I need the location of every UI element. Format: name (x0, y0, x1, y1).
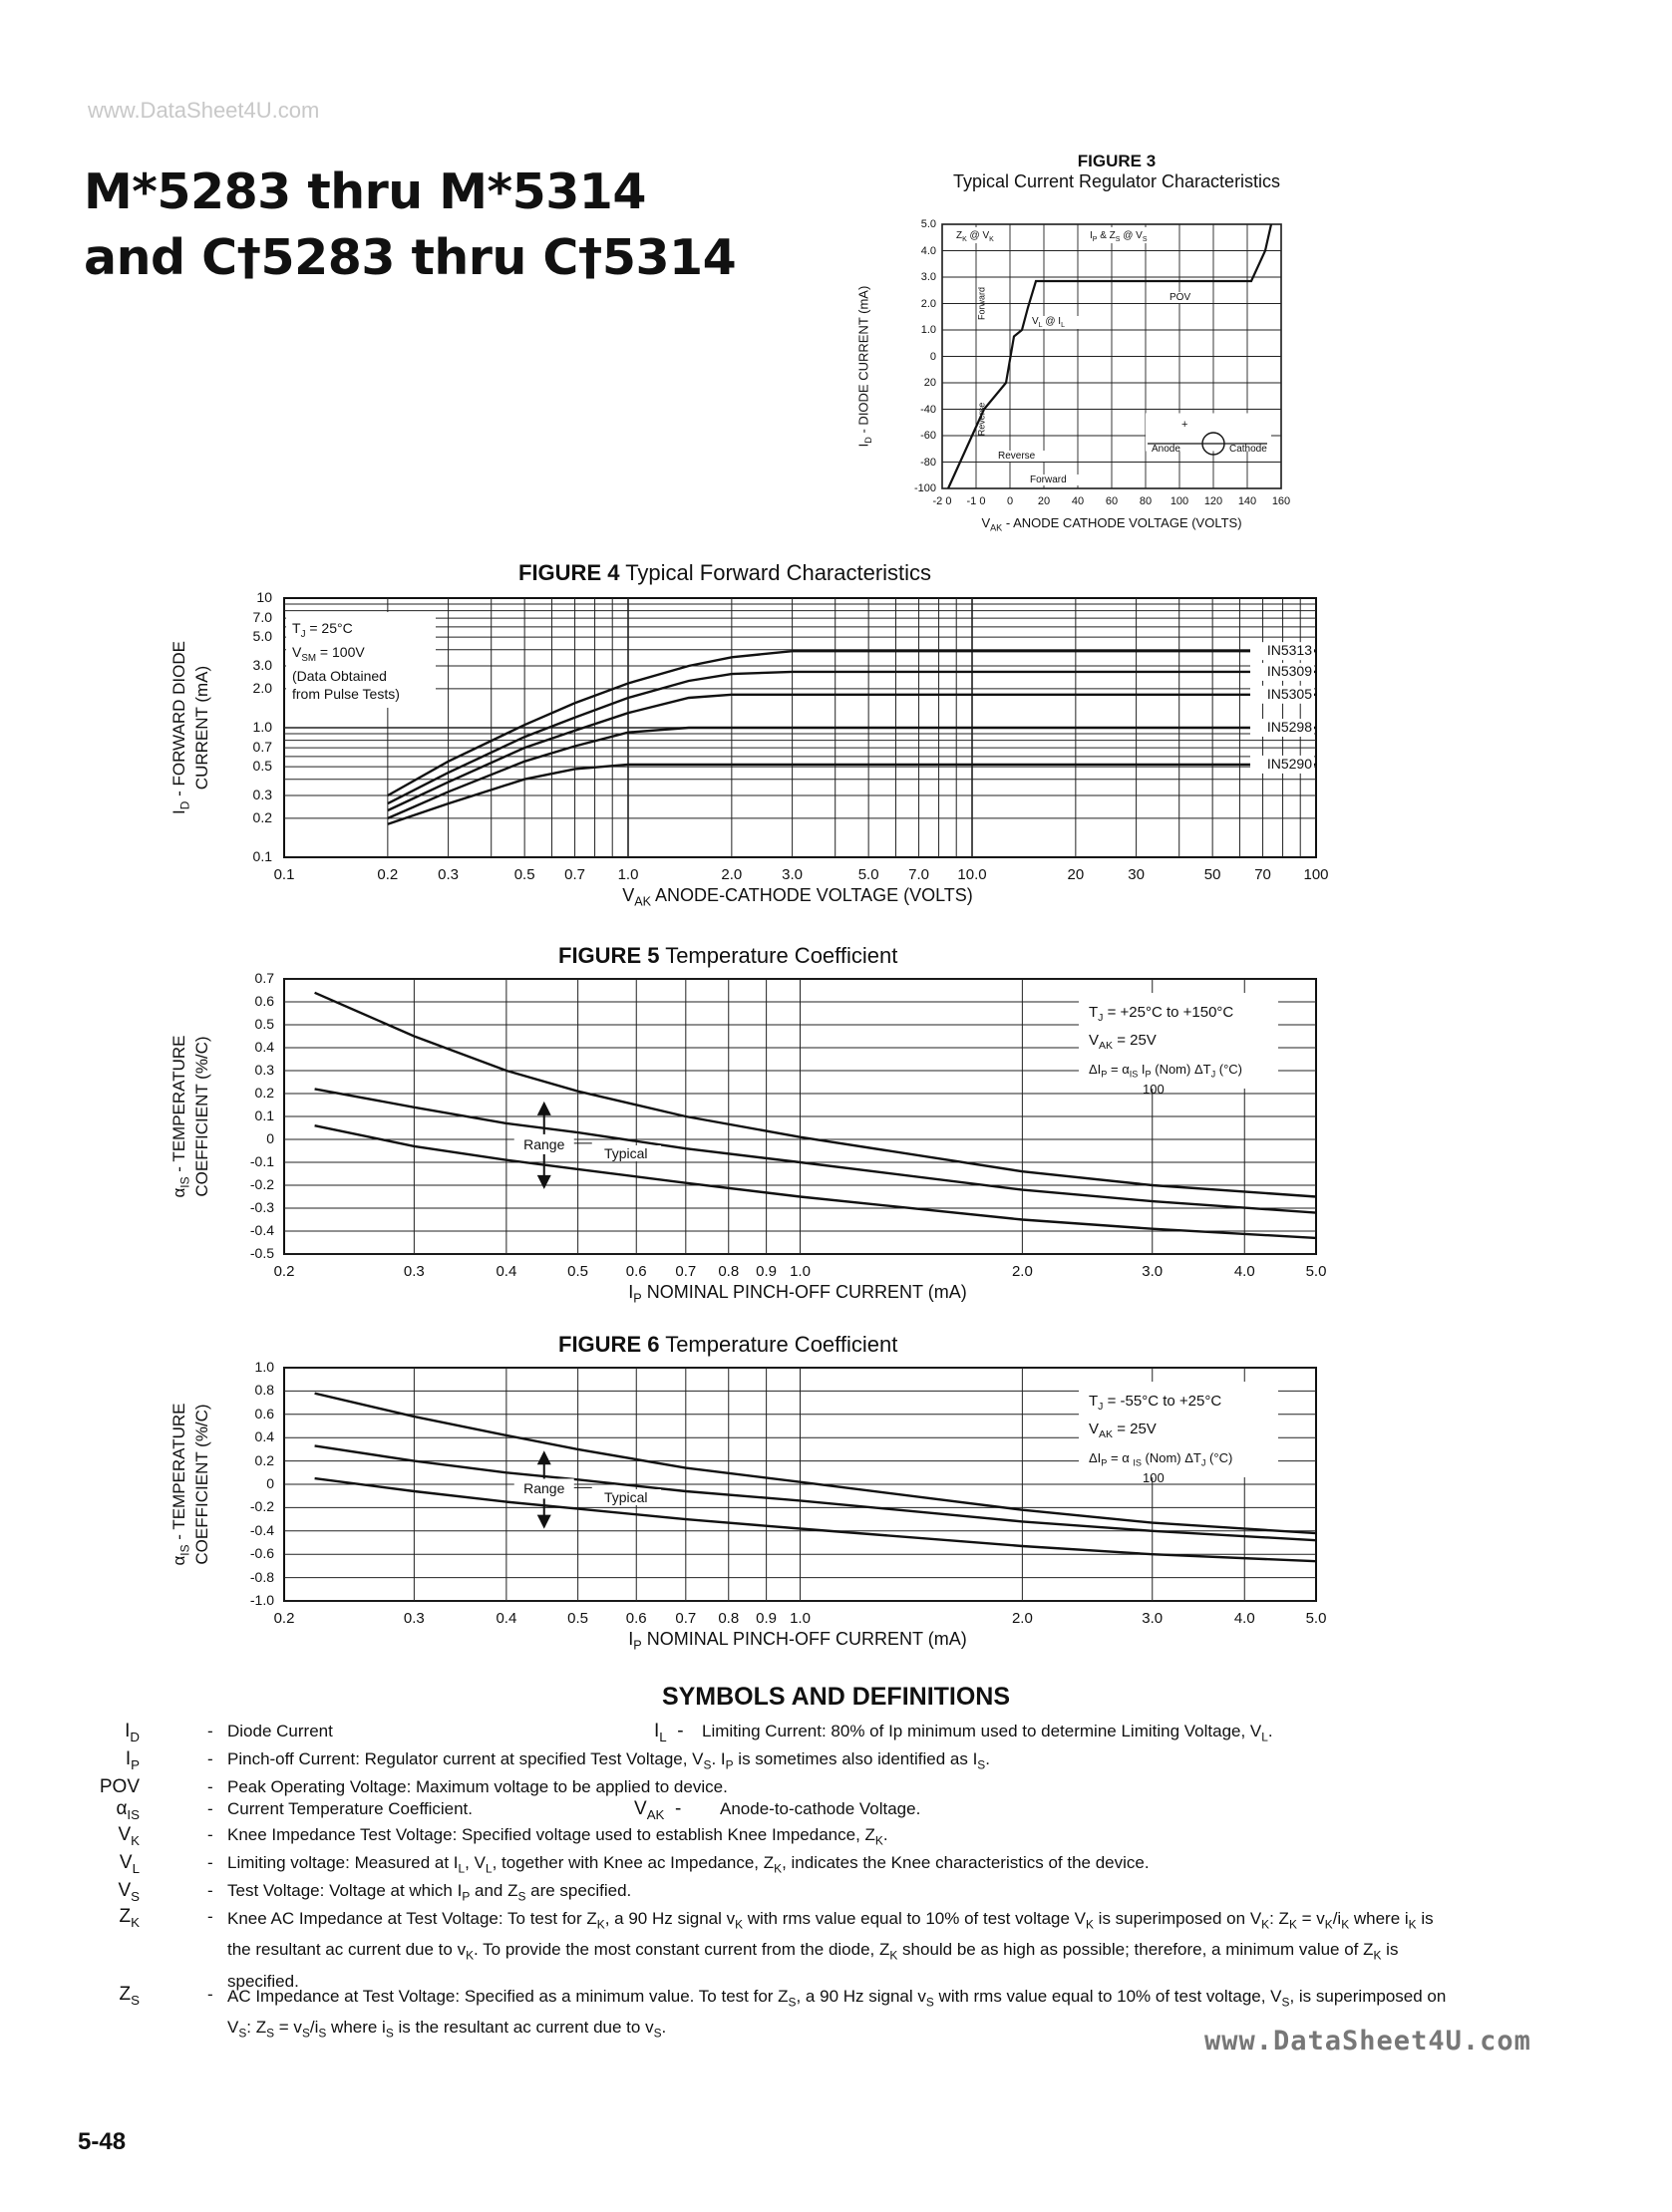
fig6-range-label-content: Range (523, 1480, 565, 1497)
fig3-label: FIGURE 3 (1077, 152, 1157, 170)
fig3-ytick-content: 20 (923, 377, 936, 389)
fig6-xtick-content: 0.6 (625, 1610, 647, 1627)
fig4-ytick-content: 0.1 (252, 848, 272, 864)
fig6-arrow-head-down (537, 1515, 551, 1529)
fig4-label: FIGURE 4 (518, 560, 620, 585)
fig3-chart (847, 199, 1346, 548)
fig3-ann-anode (1152, 444, 1201, 464)
fig5-typical-label (591, 1145, 661, 1173)
fig5-arrow-head-down (537, 1175, 551, 1189)
fig4-note-4 (292, 686, 442, 714)
fig6-note-1-content: $T_J = -55^\circ C$ to +25°C (1089, 1393, 1222, 1413)
fig6-xtick-content: 0.5 (567, 1610, 589, 1627)
fig6-ytick-content: -0.8 (249, 1568, 274, 1585)
fig4-series-label-content: IN5313 (1266, 642, 1312, 659)
fig5-note-1 (1089, 1004, 1288, 1034)
fig6-xtick-content: 1.0 (790, 1610, 811, 1627)
fig6-xlabel-content: $I_P$ NOMINAL PINCH-OFF CURRENT (mA) (628, 1629, 967, 1653)
symbol-name: POV (99, 1776, 140, 1797)
fig3-ytick-content: -100 (913, 482, 936, 494)
fig3-ytick (896, 271, 936, 293)
fig5-ytick-content: -0.4 (249, 1222, 274, 1238)
fig4-ytick-content: 0.3 (252, 786, 272, 802)
fig6-ytick-content: 0.8 (254, 1382, 274, 1399)
fig6-ytick-content: -0.2 (249, 1498, 274, 1515)
symbol-name: $\alpha_{IS}$ (116, 1798, 140, 1822)
fig3-ylabel-content: $I_D$ - DIODE CURRENT (mA) (855, 285, 873, 448)
fig4-chart (160, 586, 1376, 925)
fig4-ytick (222, 809, 272, 837)
fig3-ann-ip-content: $I_P$ & $Z_S$ @ $V_S$ (1090, 230, 1148, 243)
fig3-ytick-content: 2.0 (920, 297, 936, 310)
fig3-ylabel (855, 199, 881, 536)
fig6-ytick-content: 0.2 (254, 1451, 274, 1468)
fig6-xtick (1219, 1610, 1269, 1640)
fig4-xlabel-content: $V_{AK}$ ANODE-CATHODE VOLTAGE (VOLTS) (622, 885, 973, 909)
fig5-xtick-content: 0.7 (675, 1263, 697, 1280)
page-number: 5-48 (78, 2128, 127, 2155)
symbol-definition: Peak Operating Voltage: Maximum voltage to be applied to device. (227, 1777, 728, 1796)
fig3-ann-vl-content: $V_L$ @ $I_L$ (1032, 316, 1092, 329)
fig3-ann-cathode (1229, 444, 1279, 464)
fig4-ytick (222, 680, 272, 708)
fig5-ytick-content: 0 (266, 1130, 274, 1146)
fig3-ytick-content: 3.0 (920, 271, 936, 283)
fig5-xtick (1291, 1263, 1341, 1293)
symbol-name: $Z_S$ (119, 1984, 140, 2008)
fig3-ann-forward-h-content: Forward (1030, 474, 1090, 485)
fig3-ann-reverse-h (998, 451, 1058, 471)
fig4-series-line (388, 765, 1316, 824)
fig4-ylabel-2-content: CURRENT (mA) (192, 665, 211, 790)
fig4-xtick (1107, 866, 1167, 896)
symbol-dash: - (207, 1907, 213, 1926)
fig3-xtick-content: 140 (1237, 495, 1257, 507)
fig4-xtick-content: 30 (1128, 866, 1145, 883)
fig5-ylabel-2-content: COEFFICIENT (%/C) (192, 1036, 211, 1197)
watermark-top: www.DataSheet4U.com (88, 98, 320, 123)
fig3-ytick (896, 430, 936, 452)
fig5-xtick-content: 3.0 (1142, 1263, 1164, 1280)
symbol-definition: Diode Current (227, 1722, 333, 1740)
fig5-xtick-content: 0.5 (567, 1263, 589, 1280)
fig5-arrow-head-up (537, 1102, 551, 1115)
fig5-range-label-content: Range (523, 1135, 565, 1152)
fig5-xtick-content: 0.4 (496, 1263, 517, 1280)
fig5-xtick-content: 1.0 (790, 1263, 811, 1280)
fig6-ytick-content: 0 (266, 1475, 274, 1491)
fig4-note-2-content: $V_{SM} = 100V$ (292, 644, 365, 664)
symbol-name: $V_K$ (118, 1824, 140, 1848)
page-title (84, 159, 736, 291)
fig5-xtick (1219, 1263, 1269, 1293)
fig6-caption (558, 1332, 897, 1358)
fig5-ytick-content: 0.2 (254, 1085, 274, 1101)
fig6-xtick (482, 1610, 531, 1640)
fig3-ann-pov (1170, 292, 1209, 312)
fig6-label: FIGURE 6 (558, 1332, 660, 1357)
symbol-name: $V_L$ (119, 1852, 140, 1876)
fig5-note-2-content: $V_{AK} = 25V$ (1089, 1032, 1157, 1052)
fig5-xtick-content: 2.0 (1011, 1263, 1033, 1280)
fig5-ytick-content: 0.3 (254, 1062, 274, 1078)
fig4-xtick-content: 5.0 (857, 866, 879, 883)
fig6-xtick-content: 0.8 (718, 1610, 740, 1627)
fig4-xtick (358, 866, 418, 896)
fig5-note-4 (1143, 1082, 1202, 1107)
fig3-ann-reverse-v-content: Reverse (976, 402, 986, 437)
fig6-typical-label-content: Typical (591, 1489, 661, 1505)
fig5-series-line (315, 1125, 1316, 1238)
fig4-xtick-content: 0.2 (377, 866, 399, 883)
fig6-note-4 (1143, 1470, 1202, 1496)
symbol-definition: Current Temperature Coefficient. (227, 1799, 473, 1818)
fig4-ytick-content: 1.0 (252, 719, 272, 735)
symbol-definition: AC Impedance at Test Voltage: Specified as a minimum value. To test for $Z_S$, a 90 Hz signal $v_S$ with rms value equal to 10% of test voltage, $V_S$, is superimposed on $V_S$: $Z_S = v_S/i_S$ where $i_S$ is the resultant ac current due to $v_S$. (227, 1987, 1447, 2041)
fig6-xtick (1291, 1610, 1341, 1640)
fig4-ylabel-1-content: $I_D$ - FORWARD DIODE (169, 641, 192, 814)
fig5-ytick-content: -0.5 (249, 1245, 274, 1261)
fig6-ytick-content: -0.4 (249, 1521, 274, 1538)
fig4-series-label (1242, 719, 1312, 747)
fig5-ylabel-1-content: $\alpha_{IS}$ - TEMPERATURE (169, 1035, 192, 1198)
fig4-caption (518, 560, 931, 586)
fig4-xtick (254, 866, 314, 896)
fig5-xtick (1128, 1263, 1177, 1293)
fig6-xtick-content: 3.0 (1142, 1610, 1164, 1627)
fig5-note-4-content: 100 (1143, 1082, 1165, 1097)
fig3-ytick-content: 5.0 (920, 218, 936, 230)
fig3-ann-forward-v-content: Forward (976, 287, 986, 321)
symbol-dash: - (207, 1749, 213, 1768)
fig3-ytick-content: -60 (920, 430, 936, 442)
fig3-ytick-content: 4.0 (920, 244, 936, 257)
fig3-ytick (896, 404, 936, 426)
fig3-ann-forward-h (1030, 474, 1090, 494)
fig4-ytick (222, 758, 272, 786)
fig3-ytick-content: -40 (920, 403, 936, 416)
fig4-xtick (1233, 866, 1293, 896)
fig5-xtick-content: 0.3 (403, 1263, 425, 1280)
title-line-1: M*5283 thru M*5314 (84, 163, 646, 220)
fig6-xtick-content: 0.9 (756, 1610, 778, 1627)
fig5-series-line (315, 1089, 1316, 1212)
fig6-xlabel (538, 1629, 1057, 1657)
fig6-xtick-content: 0.7 (675, 1610, 697, 1627)
fig4-title: Typical Forward Characteristics (625, 560, 932, 585)
symbol-name: $Z_K$ (119, 1906, 140, 1930)
fig6-ylabel-1-content: $\alpha_{IS}$ - TEMPERATURE (169, 1403, 192, 1566)
fig3-ytick-content: 1.0 (920, 324, 936, 336)
fig6-xtick (259, 1610, 309, 1640)
fig4-xtick-content: 3.0 (782, 866, 804, 883)
fig6-note-3-content: $\Delta I_P = \alpha$ $_{IS}$ (Nom) $\Delta T_J$ (°C) (1089, 1450, 1233, 1468)
fig3-ytick (896, 298, 936, 320)
fig3-ann-ip (1090, 230, 1170, 250)
fig3-ytick (896, 324, 936, 346)
fig5-note-3-content: $\Delta I_P = \alpha_{IS}$ $I_P$ (Nom) $\Delta T_J$ (°C) (1089, 1062, 1242, 1080)
fig5-xlabel-content: $I_P$ NOMINAL PINCH-OFF CURRENT (mA) (628, 1282, 967, 1306)
fig3-ytick (896, 457, 936, 478)
fig6-title: Temperature Coefficient (665, 1332, 898, 1357)
symbols-heading: SYMBOLS AND DEFINITIONS (661, 1683, 1011, 1711)
fig5-ylabel-2 (192, 969, 218, 1286)
fig4-xtick-content: 1.0 (617, 866, 639, 883)
fig5-chart (160, 969, 1376, 1318)
fig5-xlabel (538, 1282, 1057, 1318)
fig6-note-1 (1089, 1393, 1288, 1422)
fig3-ytick-content: -80 (920, 456, 936, 469)
fig4-xtick-content: 0.1 (273, 866, 295, 883)
fig6-ytick-content: -1.0 (249, 1592, 274, 1608)
fig3-xtick-content: 40 (1071, 495, 1085, 507)
fig4-series-label-content: IN5290 (1266, 755, 1312, 772)
symbol-definition: Test Voltage: Voltage at which $I_P$ and $Z_S$ are specified. (227, 1881, 632, 1904)
fig3-ann-reverse-v (976, 250, 1002, 549)
fig6-note-2 (1089, 1421, 1288, 1450)
fig4-ytick-content: 3.0 (252, 656, 272, 673)
fig3-ytick (896, 245, 936, 267)
fig4-xlabel (538, 885, 1057, 921)
fig5-ytick-content: 0.1 (254, 1107, 274, 1123)
fig4-xtick-content: 2.0 (721, 866, 743, 883)
fig4-ytick-content: 5.0 (252, 628, 272, 645)
fig5-caption (558, 943, 897, 969)
fig4-xtick-content: 20 (1067, 866, 1085, 883)
fig6-typical-label (591, 1489, 661, 1517)
fig4-note-3-content: (Data Obtained (292, 668, 387, 684)
fig6-ytick-content: 0.4 (254, 1428, 274, 1445)
fig4-series-line (388, 695, 1316, 810)
fig3-xtick-content: 100 (1170, 495, 1189, 507)
symbol-definition: Limiting voltage: Measured at $I_L$, $V_L$, together with Knee ac Impedance, $Z_K$, indicates the Knee characteristics of the device. (227, 1853, 1150, 1876)
fig5-xtick-content: 0.2 (273, 1263, 295, 1280)
fig6-xtick-content: 5.0 (1305, 1610, 1327, 1627)
symbol-definition: Pinch-off Current: Regulator current at specified Test Voltage, $V_S$. $I_P$ is sometimes also identified as $I_S$. (227, 1749, 990, 1772)
fig4-series-label-content: IN5305 (1266, 685, 1312, 702)
fig4-xtick-content: 0.5 (513, 866, 535, 883)
symbol-definition: Knee Impedance Test Voltage: Specified voltage used to establish Knee Impedance, $Z_K$. (227, 1825, 888, 1848)
fig6-ylabel-2 (192, 1358, 218, 1654)
fig6-xtick-content: 0.4 (496, 1610, 517, 1627)
fig3-xtick-content: -2 0 (932, 495, 952, 507)
fig5-xtick (259, 1263, 309, 1293)
symbol-dash: - (207, 1825, 213, 1844)
symbol-name: $I_D$ (125, 1721, 140, 1744)
fig4-xtick-content: 0.7 (564, 866, 585, 883)
fig4-xtick (1286, 866, 1346, 896)
fig4-xtick-content: 70 (1254, 866, 1271, 883)
fig3-ann-reverse-h-content: Reverse (998, 451, 1058, 462)
fig6-note-4-content: 100 (1143, 1470, 1165, 1485)
symbol-definition-2: Limiting Current: 80% of Ip minimum used to determine Limiting Voltage, $V_L$. (702, 1722, 1273, 1744)
fig6-xtick (389, 1610, 439, 1640)
fig5-ytick-content: -0.1 (249, 1153, 274, 1169)
fig3-xtick-content: 120 (1203, 495, 1223, 507)
fig6-xtick (1128, 1610, 1177, 1640)
fig4-xtick (419, 866, 479, 896)
fig3-xtick-content: 80 (1139, 495, 1153, 507)
fig3-ann-plus-content: + (1181, 418, 1188, 431)
fig4-ytick (222, 628, 272, 656)
fig5-xtick-content: 0.9 (756, 1263, 778, 1280)
fig4-series-line (388, 672, 1316, 803)
fig4-xtick-content: 7.0 (908, 866, 929, 883)
fig3-ann-vl (1032, 316, 1092, 336)
fig4-ytick-content: 2.0 (252, 679, 272, 696)
fig3-ytick (896, 351, 936, 373)
fig4-series-label (1242, 686, 1312, 714)
fig4-series-line (388, 728, 1316, 818)
fig4-series-label-content: IN5298 (1266, 719, 1312, 735)
fig4-xtick-content: 10.0 (957, 866, 987, 883)
fig6-xtick-content: 4.0 (1233, 1610, 1255, 1627)
fig6-xtick-content: 2.0 (1011, 1610, 1033, 1627)
symbol-definition-2: Anode-to-cathode Voltage. (720, 1799, 921, 1818)
fig4-ytick-content: 0.5 (252, 758, 272, 775)
fig3-xlabel-content: $V_{AK}$ - ANODE CATHODE VOLTAGE (VOLTS) (981, 515, 1242, 533)
symbol-dash: - (207, 1853, 213, 1872)
symbol-dash: - (207, 1722, 213, 1740)
symbol-definition: Knee AC Impedance at Test Voltage: To test for $Z_K$, a 90 Hz signal $v_K$ with rms value equal to 10% of test voltage $V_K$ is superimposed on $V_K$: $Z_K = v_K/i_K$ where $i_K$ is the resultant ac current due to $v_K$. To provide the most constant current from the diode, $Z_K$ should be as high as possible; therefore, a minimum value of $Z_K$ is specified. (227, 1909, 1434, 1991)
fig3-xtick-content: 0 (1006, 495, 1014, 507)
symbol-dash: - (207, 1881, 213, 1900)
fig6-chart (160, 1358, 1376, 1657)
fig3-xtick-content: 160 (1271, 495, 1291, 507)
symbol-name: $V_S$ (118, 1880, 140, 1904)
fig6-ytick-content: 1.0 (254, 1359, 274, 1375)
fig6-ytick-content: 0.6 (254, 1405, 274, 1422)
fig3-ann-anode-content: Anode (1152, 444, 1180, 455)
fig3-title: Typical Current Regulator Characteristics (952, 171, 1281, 191)
fig6-ytick-content: -0.6 (249, 1545, 274, 1562)
fig4-note-1-content: $T_J = 25^\circ C$ (292, 620, 353, 640)
fig3-ann-zk-content: $Z_K$ @ $V_K$ (956, 230, 994, 243)
fig5-xtick-content: 5.0 (1305, 1263, 1327, 1280)
fig5-ytick-content: 0.6 (254, 993, 274, 1009)
fig3-xtick-content: 60 (1105, 495, 1119, 507)
fig6-range-label (514, 1480, 574, 1508)
fig6-ylabel-2-content: COEFFICIENT (%/C) (192, 1404, 211, 1565)
symbol-name-2: $V_{AK}$ - (634, 1798, 682, 1822)
fig5-xtick (389, 1263, 439, 1293)
fig5-xtick-content: 0.8 (718, 1263, 740, 1280)
symbol-name: $I_P$ (125, 1748, 140, 1772)
fig3-xtick-content: -1 0 (966, 495, 986, 507)
symbol-dash: - (207, 1985, 213, 2004)
fig5-xtick-content: 0.6 (625, 1263, 647, 1280)
fig4-xtick-content: 0.3 (438, 866, 460, 883)
fig5-ytick-content: 0.5 (254, 1016, 274, 1032)
fig3-ann-plus (1181, 419, 1201, 441)
fig6-xtick-content: 0.2 (273, 1610, 295, 1627)
symbol-dash: - (207, 1799, 213, 1818)
fig3-ytick-content: 0 (929, 350, 936, 363)
fig6-arrow-head-up (537, 1450, 551, 1464)
fig4-ylabel-2 (192, 586, 218, 897)
fig4-xtick-content: 50 (1203, 866, 1221, 883)
fig5-xtick-content: 4.0 (1233, 1263, 1255, 1280)
fig3-ytick (896, 218, 936, 240)
fig3-xtick-content: 20 (1037, 495, 1051, 507)
fig5-title: Temperature Coefficient (665, 943, 898, 968)
fig3-ann-pov-content: POV (1170, 292, 1209, 303)
title-line-2: and C†5283 thru C†5314 (84, 229, 737, 286)
fig5-note-1-content: $T_J = +25^\circ C$ to +150°C (1089, 1004, 1234, 1024)
symbol-name-2: $I_L$ - (654, 1721, 684, 1744)
fig4-note-4-content: from Pulse Tests) (292, 686, 400, 702)
fig5-xtick (482, 1263, 531, 1293)
fig4-ytick-content: 10 (256, 589, 272, 605)
fig6-xtick-content: 0.3 (403, 1610, 425, 1627)
fig5-note-2 (1089, 1032, 1288, 1062)
fig4-xtick-content: 100 (1303, 866, 1329, 883)
watermark-bottom: www.DataSheet4U.com (1204, 2026, 1531, 2056)
symbol-dash: - (207, 1777, 213, 1796)
fig4-series-label-content: IN5309 (1266, 662, 1312, 679)
fig5-ytick-content: -0.2 (249, 1176, 274, 1192)
fig4-ytick-content: 0.2 (252, 808, 272, 825)
fig4-ytick-content: 7.0 (252, 609, 272, 626)
fig4-series-label (1242, 756, 1312, 784)
fig5-ytick-content: -0.3 (249, 1199, 274, 1215)
fig5-range-label (514, 1136, 574, 1164)
fig4-ytick-content: 0.7 (252, 739, 272, 756)
fig6-note-2-content: $V_{AK} = 25V$ (1089, 1421, 1157, 1440)
fig3-ytick (896, 377, 936, 399)
fig3-ann-cathode-content: Cathode (1229, 444, 1267, 455)
fig5-label: FIGURE 5 (558, 943, 660, 968)
fig5-typical-label-content: Typical (591, 1145, 661, 1161)
fig5-ytick-content: 0.4 (254, 1039, 274, 1055)
fig3-xtick (1261, 495, 1301, 517)
fig5-ytick-content: 0.7 (254, 970, 274, 986)
